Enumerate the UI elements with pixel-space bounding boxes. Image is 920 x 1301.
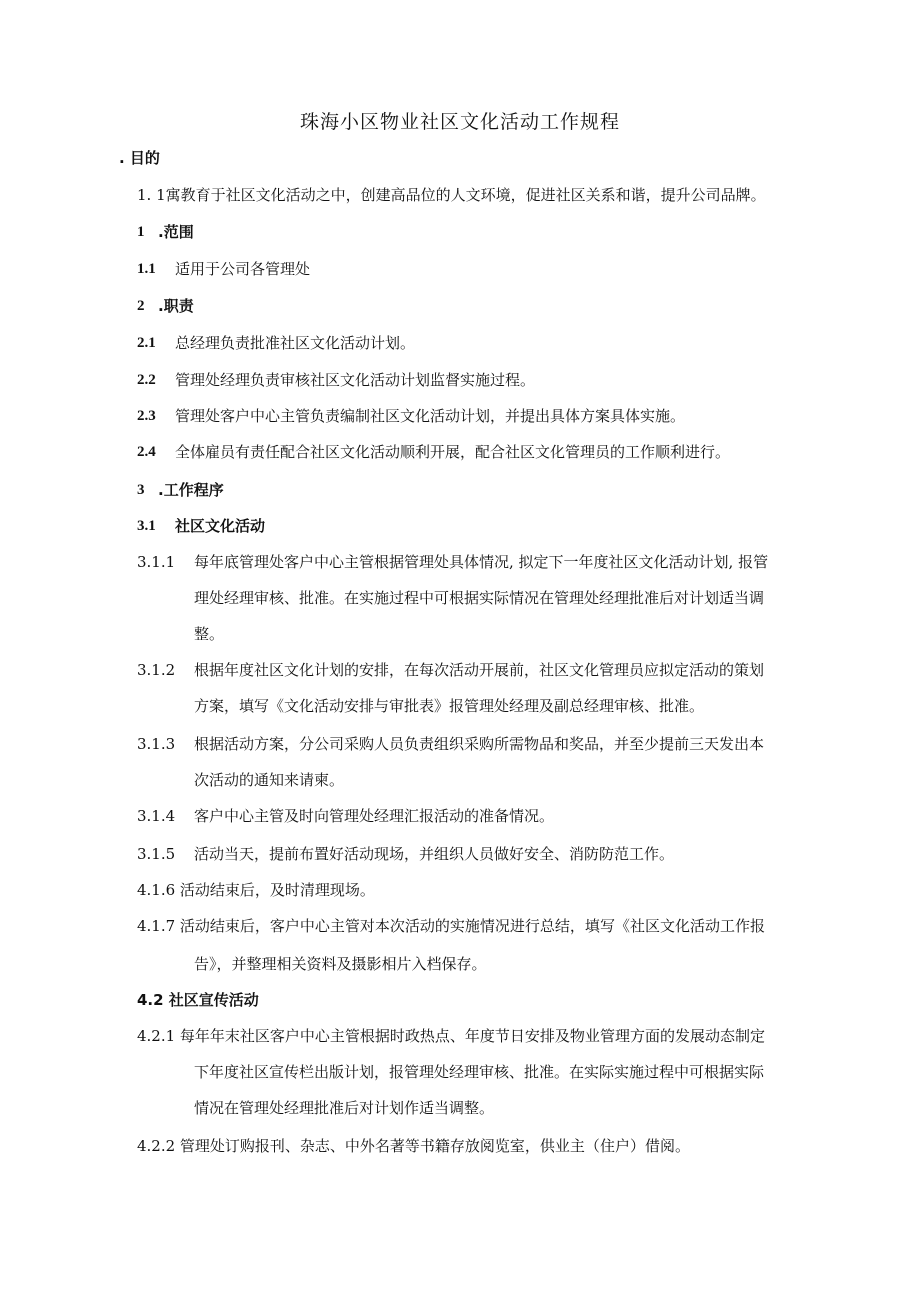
- duty-2-2-text: 管理处经理负责审核社区文化活动计划监督实施过程。: [175, 371, 536, 389]
- duty-2-4-number: 2.4: [137, 444, 156, 460]
- duty-2-1-text: 总经理负责批准社区文化活动计划。: [175, 334, 416, 352]
- item-3-1-3-line1: 根据活动方案，分公司采购人员负责组织采购所需物品和奖品，并至少提前三天发出本: [194, 735, 765, 753]
- duty-2-3-number: 2.3: [137, 408, 156, 424]
- item-3-1-5-line1: 活动当天，提前布置好活动现场，并组织人员做好安全、消防防范工作。: [194, 845, 675, 863]
- item-4-1-7-line1: 4.1.7 活动结束后，客户中心主管对本次活动的实施情况进行总结，填写《社区文化活动工作报: [137, 917, 765, 935]
- scope-1-1-number: 1.1: [137, 261, 156, 277]
- heading-procedure: .工作程序: [158, 481, 224, 499]
- procedure-3-1-number: 3.1: [137, 518, 156, 534]
- scope-1-1-text: 适用于公司各管理处: [175, 260, 311, 278]
- item-3-1-3-number: 3.1.3: [137, 735, 176, 753]
- heading-scope: .范围: [158, 223, 194, 241]
- duty-2-1-number: 2.1: [137, 335, 156, 351]
- item-3-1-5-number: 3.1.5: [137, 845, 176, 863]
- item-3-1-4-number: 3.1.4: [137, 807, 176, 825]
- heading-purpose: . 目的: [119, 149, 160, 167]
- item-3-1-1-line2: 理处经理审核、批准。在实施过程中可根据实际情况在管理处经理批准后对计划适当调: [194, 589, 765, 607]
- heading-duties: .职责: [158, 297, 194, 315]
- item-4-2-1-line3: 情况在管理处经理批准后对计划作适当调整。: [194, 1099, 495, 1117]
- item-4-2-2-line1: 4.2.2 管理处订购报刊、杂志、中外名著等书籍存放阅览室，供业主（住户）借阅。: [137, 1137, 690, 1155]
- duty-2-3-text: 管理处客户中心主管负责编制社区文化活动计划，并提出具体方案具体实施。: [175, 407, 686, 425]
- item-3-1-2-line1: 根据年度社区文化计划的安排，在每次活动开展前，社区文化管理员应拟定活动的策划: [194, 661, 765, 679]
- heading-duties-number: 2: [137, 298, 145, 314]
- item-3-1-2-number: 3.1.2: [137, 661, 176, 679]
- item-4-1-7-line2: 告》，并整理相关资料及摄影相片入档保存。: [194, 955, 487, 973]
- duty-2-4-text: 全体雇员有责任配合社区文化活动顺利开展，配合社区文化管理员的工作顺利进行。: [175, 443, 731, 461]
- heading-procedure-number: 3: [137, 482, 145, 498]
- purpose-1-1: 1. 1寓教育于社区文化活动之中，创建高品位的人文环境，促进社区关系和谐，提升公司品牌。: [137, 186, 766, 204]
- duty-2-2-number: 2.2: [137, 372, 156, 388]
- item-3-1-1-number: 3.1.1: [137, 553, 176, 571]
- procedure-3-1-text: 社区文化活动: [175, 517, 266, 535]
- item-3-1-3-line2: 次活动的通知来请柬。: [194, 771, 345, 789]
- item-4-2-1-line1: 4.2.1 每年年末社区客户中心主管根据时政热点、年度节日安排及物业管理方面的发展动态制定: [137, 1027, 765, 1045]
- item-3-1-1-line3: 整。: [194, 625, 225, 643]
- item-4-1-6: 4.1.6 活动结束后，及时清理现场。: [137, 881, 375, 899]
- item-3-1-1-line1: 每年底管理处客户中心主管根据管理处具体情况, 拟定下一年度社区文化活动计划, 报管: [194, 553, 769, 571]
- heading-scope-number: 1: [137, 224, 145, 240]
- item-3-1-4-line1: 客户中心主管及时向管理处经理汇报活动的准备情况。: [194, 807, 555, 825]
- item-3-1-2-line2: 方案，填写《文化活动安排与审批表》报管理处经理及副总经理审核、批准。: [194, 697, 705, 715]
- item-4-2-1-line2: 下年度社区宣传栏出版计划，报管理处经理审核、批准。在实际实施过程中可根据实际: [194, 1063, 765, 1081]
- document-title: 珠海小区物业社区文化活动工作规程: [299, 111, 620, 133]
- heading-4-2: 4.2 社区宣传活动: [137, 991, 259, 1009]
